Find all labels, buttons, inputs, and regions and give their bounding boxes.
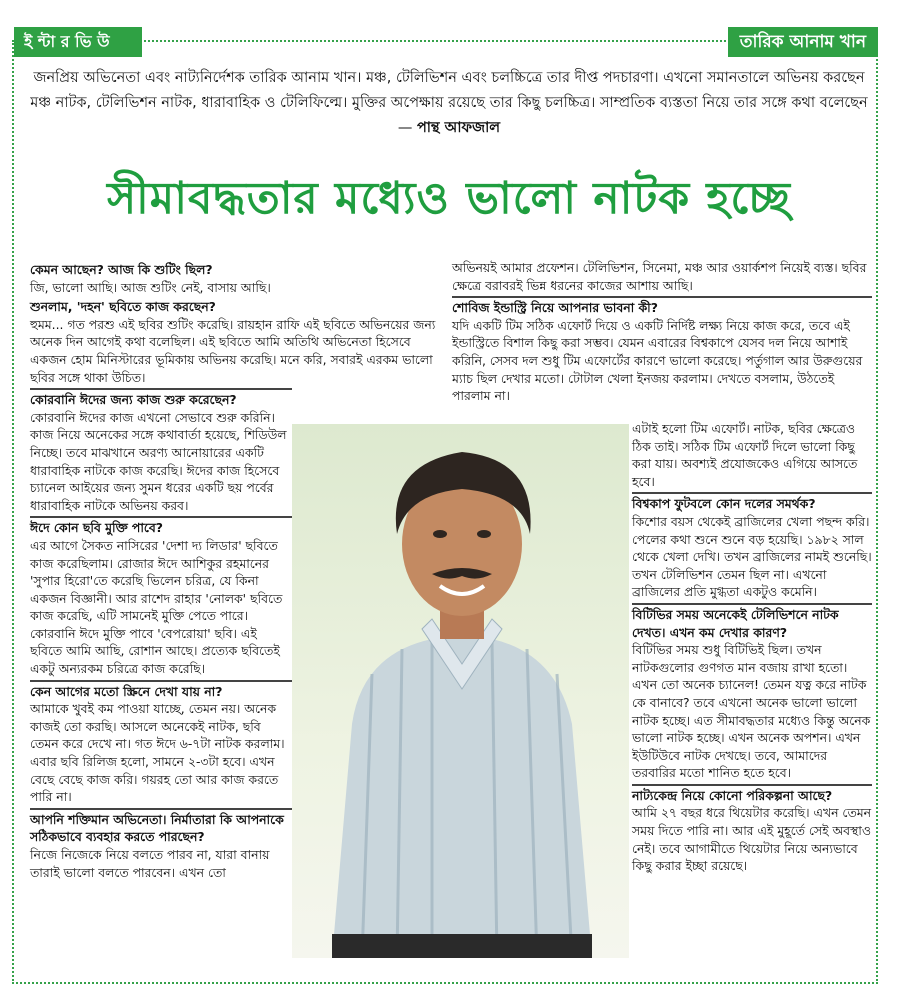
answer: নিজে নিজেকে নিয়ে বলতে পারব না, যারা বানায় তারাই ভালো বলতে পারবেন। এখন তো xyxy=(30,847,270,880)
answer: যদি একটি টিম সঠিক এফোর্ট দিয়ে ও একটি নির্দিষ্ট লক্ষ্য নিয়ে কাজ করে, তবে এই ইন্ডাস্ট্রিতে বিশাল কিছু করা সম্ভব। যেমন এবারের বিশ্বকাপে যেসব দল নিয়ে আশাই করিনি, সেসব দল শুধু টিম এফোর্টের কারণে ভালো করেছে। পর্তুগাল আর উরুগুয়ের ম্যাচ ছিল দেখার মতো। টোটাল খেলা ইনজয় করলাম। দেখতে বসলাম, উঠতেই পারলাম না। xyxy=(452,317,863,404)
headline: সীমাবদ্ধতার মধ্যেও ভালো নাটক হচ্ছে xyxy=(107,173,791,224)
answer: জি, ভালো আছি। আজ শুটিং নেই, বাসায় আছি। xyxy=(30,279,271,295)
answer: বিটিভির সময় শুধু বিটিভিই ছিল। তখন নাটকগুলোর গুণগত মান বজায় রাখা হতো। এখন তো অনেক চ্যানেল! তেমন যত্ন করে নাটক কে বানাবে? তবে এখনো অনেক ভালো ভালো নাটক হচ্ছে। এত সীমাবদ্ধতার মধ্যেও কিন্তু অনেক ভালো নাটক হচ্ছে। এখন অনেক অপশন। এখন ইউটিউবে নাটক দেখছে। তবে, আমাদের তরবারির মতো শানিত হতে হবে। xyxy=(632,642,871,781)
question: ঈদে কোন ছবি মুক্তি পাবে? xyxy=(30,516,292,537)
intro-text: জনপ্রিয় অভিনেতা এবং নাট্যনির্দেশক তারিক আনাম খান। মঞ্চ, টেলিভিশন এবং চলচ্চিত্রে তার দীপ্ত পদচারণা। এখনো সমানতালে অভিনয় করছেন মঞ্চ নাটক, টেলিভিশন নাটক, ধারাবাহিক ও টেলিফিল্মে। মুক্তির অপেক্ষায় রয়েছে তার কিছু চলচ্চিত্র। সাম্প্রতিক ব্যস্ততা নিয়ে তার সঙ্গে কথা বলেছেন— xyxy=(30,70,868,136)
portrait-illustration xyxy=(292,424,629,958)
question: বিশ্বকাপ ফুটবলে কোন দলের সমর্থক? xyxy=(632,492,872,513)
answer: এটাই হলো টিম এফোর্ট। নাটক, ছবির ক্ষেত্রেও ঠিক তাই। সঠিক টিম এফোর্ট দিলে ভালো কিছু করা যায়। অবশ্যই প্রযোজকেও এগিয়ে আসতে হবে। xyxy=(632,421,858,489)
answer: অভিনয়ই আমার প্রফেশন। টেলিভিশন, সিনেমা, মঞ্চ আর ওয়ার্কশপ নিয়েই ব্যস্ত। ছবির ক্ষেত্রে বরাবরই ভিন্ন ধরনের কাজের আশায় আছি। xyxy=(452,260,867,293)
answer: হুমম... গত পরশু এই ছবির শুটিং করেছি। রায়হান রাফি এই ছবিতে অভিনয়ের জন্য অনেক দিন আগেই কথা বলেছিল। এই ছবিতে আমি অতিথি অভিনেতা হিসেবে একজন হোম মিনিস্টারের ভূমিকায় অভিনয় করেছি। মনে করি, সবারই এরকম ভালো ছবির সঙ্গে থাকা উচিত। xyxy=(30,316,436,385)
answer: আমাকে খুবই কম পাওয়া যাচ্ছে, তেমন নয়। অনেক কাজই তো করছি। আসলে অনেকেই নাটক, ছবি তেমন করে দেখে না। গত ঈদে ৬-৭টা নাটক করলাম। এবার ছবি রিলিজ হলো, সামনে ২-৩টা হবে। এখন বেছে বেছে কাজ করি। গয়রহ তো আর কাজ করতে পারি না। xyxy=(30,701,285,805)
byline: পান্থ আফজাল xyxy=(416,120,501,136)
question: বিটিভির সময় অনেকেই টেলিভিশনে নাটক দেখত। এখন কম দেখার কারণ? xyxy=(632,603,872,641)
question: শুনলাম, 'দহন' ছবিতে কাজ করছেন? xyxy=(30,299,216,315)
intro-paragraph xyxy=(30,66,868,141)
right-column xyxy=(632,420,872,875)
question: কেন আগের মতো স্ক্রিনে দেখা যায় না? xyxy=(30,680,292,701)
question: কোরবানি ঈদের জন্য কাজ শুরু করেছেন? xyxy=(30,388,292,409)
right-top-column xyxy=(452,259,872,405)
answer: কিশোর বয়স থেকেই ব্রাজিলের খেলা পছন্দ করি। পেলের কথা শুনে শুনে বড় হয়েছি। ১৯৮২ সাল থেকে খেলা দেখি। তখন ব্রাজিলের নামই শুনেছি। তখন টেলিভিশন তেমন ছিল না। এখনো ব্রাজিলের প্রতি মুগ্ধতা একটুও কমেনি। xyxy=(632,513,872,600)
answer: কোরবানি ঈদের কাজ এখনো সেভাবে শুরু করিনি। কাজ নিয়ে অনেকের সঙ্গে কথাবার্তা হয়েছে, শিডিউল নিচ্ছে। তবে মাঝখানে অরণ্য আনোয়ারের একটি ধারাবাহিক নাটকে কাজ করেছি। ঈদের কাজ হিসেবে চ্যানেল আইয়ের জন্য সুমন ধরের একটি ছয় পর্বের ধারাবাহিক নাটকে অভিনয় করব। xyxy=(30,409,287,513)
section-tag: ই ন্টা র ভি উ xyxy=(14,27,142,57)
interviewee-tag: তারিক আনাম খান xyxy=(728,27,878,57)
left-column xyxy=(30,259,436,881)
question: কেমন আছেন? আজ কি শুটিং ছিল? xyxy=(30,262,213,277)
portrait-photo xyxy=(292,424,629,958)
question: আপনি শক্তিমান অভিনেতা। নির্মাতারা কি আপনাকে সঠিকভাবে ব্যবহার করতে পারছেন? xyxy=(30,808,292,846)
question: শোবিজ ইন্ডাস্ট্রি নিয়ে আপনার ভাবনা কী? xyxy=(452,296,872,317)
answer: আমি ২৭ বছর ধরে থিয়েটার করেছি। এখন তেমন সময় দিতে পারি না। আর এই মুহূর্তে সেই অবস্থাও নেই। তবে আগামীতে থিয়েটার নিয়ে অন্যভাবে কিছু করার ইচ্ছা রয়েছে। xyxy=(632,805,872,874)
answer: এর আগে সৈকত নাসিরের 'দেশা দ্য লিডার' ছবিতে কাজ করেছিলাম। রোজার ঈদে আশিকুর রহমানের 'সুপার হিরো'তে করেছি ভিলেন চরিত্র, যে কিনা একজন বিজ্ঞানী। আর রাশেদ রাহার 'নোলক' ছবিতে কাজ করেছি, এটি সামনেই মুক্তি পেতে পারে। কোরবানি ঈদে মুক্তি পাবে 'বেপরোয়া' ছবি। এই ছবিতে আমি আছি, রোশান আছে। প্রত্যেক ছবিতেই একটু অন্যরকম চরিত্রে কাজ করেছি। xyxy=(30,537,283,677)
question: নাট্যকেন্দ্র নিয়ে কোনো পরিকল্পনা আছে? xyxy=(632,784,872,805)
